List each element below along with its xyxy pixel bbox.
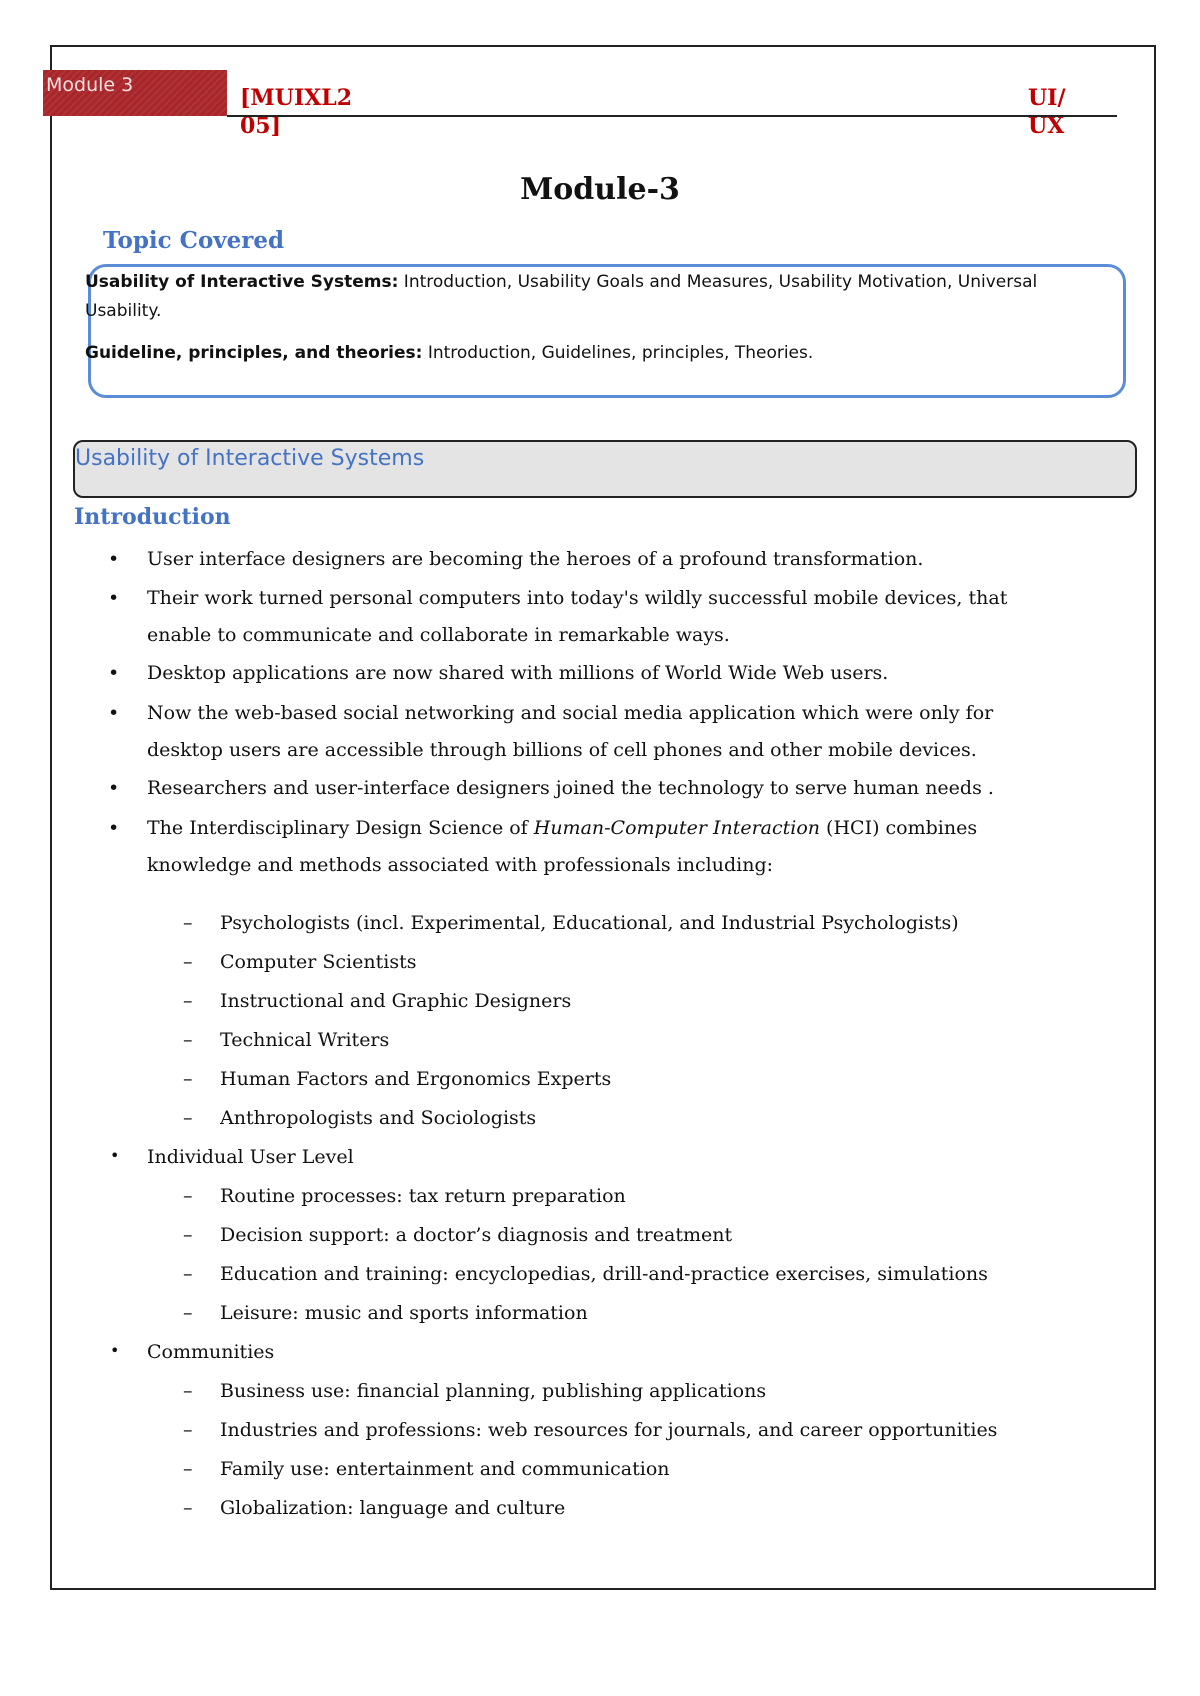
dash-glyph: –: [183, 990, 193, 1012]
dash-glyph: –: [183, 1458, 193, 1480]
introduction-heading: Introduction: [74, 504, 231, 530]
topic-item-label: Guideline, principles, and theories:: [85, 343, 423, 363]
list-item-text: desktop users are accessible through billions of cell phones and other mobile devices.: [147, 739, 977, 761]
dash-glyph: –: [183, 1107, 193, 1129]
bullet-glyph: •: [110, 1146, 120, 1165]
dash-glyph: –: [183, 1380, 193, 1402]
topic-item: [85, 339, 1085, 368]
list-item-text: enable to communicate and collaborate in remarkable ways.: [147, 624, 730, 646]
bullet-glyph: •: [110, 1341, 120, 1360]
sub-list-item-text: Anthropologists and Sociologists: [220, 1107, 537, 1129]
dash-glyph: –: [183, 1029, 193, 1051]
bullet-glyph: •: [108, 777, 120, 799]
sub-list-item-text: Routine processes: tax return preparation: [220, 1185, 626, 1207]
dash-glyph: –: [183, 1224, 193, 1246]
dash-glyph: –: [183, 1419, 193, 1441]
list-item-text: Desktop applications are now shared with millions of World Wide Web users.: [147, 662, 889, 684]
dash-glyph: –: [183, 1185, 193, 1207]
list-item-text: knowledge and methods associated with professionals including:: [147, 854, 774, 876]
sub-list-item-text: Psychologists (incl. Experimental, Educational, and Industrial Psychologists): [220, 912, 959, 934]
list-item-text: [147, 817, 977, 839]
page-title: Module-3: [520, 172, 680, 207]
bullet-glyph: •: [108, 587, 120, 609]
hci-pre: The Interdisciplinary Design Science of: [147, 817, 534, 839]
list-item-text: Researchers and user-interface designers joined the technology to serve human needs .: [147, 777, 994, 799]
hci-post: (HCI) combines: [820, 817, 978, 839]
dash-glyph: –: [183, 1263, 193, 1285]
sub-list-item-text: Instructional and Graphic Designers: [220, 990, 572, 1012]
dash-glyph: –: [183, 951, 193, 973]
dash-glyph: –: [183, 1302, 193, 1324]
list-item-text: User interface designers are becoming the heroes of a profound transformation.: [147, 548, 924, 570]
hci-term: Human-Computer Interaction: [533, 817, 821, 839]
course-code: [MUIXL2 05]: [240, 85, 353, 139]
sub-list-item-text: Globalization: language and culture: [220, 1497, 566, 1519]
topic-item-text: Introduction, Guidelines, principles, Theories.: [422, 343, 814, 363]
topic-covered-heading: Topic Covered: [103, 227, 285, 254]
dash-glyph: –: [183, 1497, 193, 1519]
list-item-text: Communities: [147, 1341, 275, 1363]
topic-item-text: Introduction, Usability Goals and Measures, Usability Motivation, Universal Usability.: [85, 272, 1038, 321]
bullet-glyph: •: [108, 702, 120, 724]
dash-glyph: –: [183, 912, 193, 934]
sub-list-item-text: Family use: entertainment and communication: [220, 1458, 670, 1480]
header-divider: [227, 115, 1117, 117]
sub-list-item-text: Leisure: music and sports information: [220, 1302, 588, 1324]
sub-list-item-text: Education and training: encyclopedias, drill-and-practice exercises, simulations: [220, 1263, 988, 1285]
topic-item: [85, 268, 1085, 326]
bullet-glyph: •: [108, 817, 120, 839]
course-name: UI/ UX: [1028, 85, 1066, 139]
sub-list-item-text: Human Factors and Ergonomics Experts: [220, 1068, 612, 1090]
topic-item-label: Usability of Interactive Systems:: [85, 272, 399, 292]
module-tab: Module 3: [43, 70, 227, 116]
bullet-glyph: •: [108, 548, 120, 570]
sub-list-item-text: Technical Writers: [220, 1029, 390, 1051]
list-item-text: Individual User Level: [147, 1146, 354, 1168]
list-item-text: Their work turned personal computers into today's wildly successful mobile devices, that: [147, 587, 1008, 609]
sub-list-item-text: Computer Scientists: [220, 951, 417, 973]
list-item-text: Now the web-based social networking and social media application which were only for: [147, 702, 994, 724]
topic-list: [85, 268, 1085, 381]
section-title: Usability of Interactive Systems: [75, 446, 425, 471]
sub-list-item-text: Decision support: a doctor’s diagnosis and treatment: [220, 1224, 733, 1246]
sub-list-item-text: Business use: financial planning, publishing applications: [220, 1380, 767, 1402]
sub-list-item-text: Industries and professions: web resources for journals, and career opportunities: [220, 1419, 998, 1441]
bullet-glyph: •: [108, 662, 120, 684]
dash-glyph: –: [183, 1068, 193, 1090]
